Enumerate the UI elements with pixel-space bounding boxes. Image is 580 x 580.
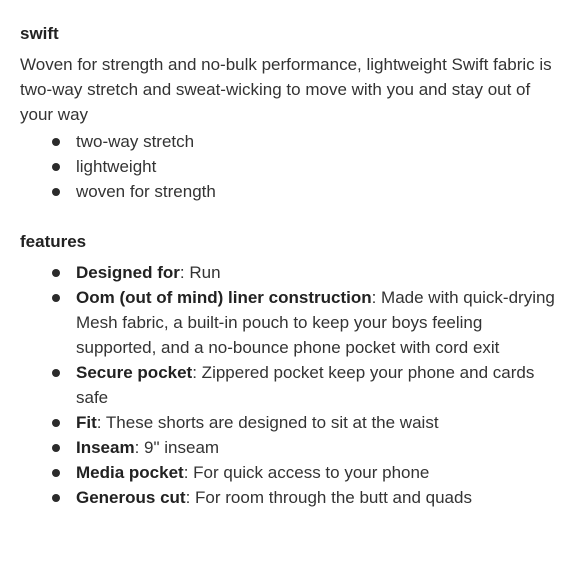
feature-term: Secure pocket <box>76 363 193 382</box>
feature-text: : Made with quick-drying Mesh fabric, a built-in pouch to keep your boys feeling supported, and a no-bounce phone pocket with cord exit <box>76 288 555 357</box>
feature-text: : 9" inseam <box>134 438 220 457</box>
feature-term: Oom (out of mind) liner construction <box>76 288 372 307</box>
feature-text: : For quick access to your phone <box>183 463 430 482</box>
list-item: woven for strength <box>76 179 556 204</box>
feature-item-secure-pocket <box>76 360 556 410</box>
swift-heading: swift <box>20 24 59 43</box>
feature-term: Inseam <box>76 438 135 457</box>
features-section <box>20 230 556 510</box>
feature-term: Media pocket <box>76 463 184 482</box>
feature-item-liner <box>76 285 556 360</box>
feature-item-designed-for <box>76 260 556 285</box>
feature-text: : Zippered pocket keep your phone and cards safe <box>76 363 535 407</box>
features-heading: features <box>20 232 87 251</box>
feature-text: : These shorts are designed to sit at the waist <box>96 413 439 432</box>
swift-bullet-list <box>20 129 556 204</box>
swift-description: Woven for strength and no-bulk performance, lightweight Swift fabric is two-way stretch and sweat-wicking to move with you and stay out of your way <box>20 55 552 124</box>
features-list <box>20 260 556 510</box>
swift-section <box>20 22 556 204</box>
feature-text: : For room through the butt and quads <box>185 488 472 507</box>
feature-item-media-pocket <box>76 460 556 485</box>
feature-term: Fit <box>76 413 97 432</box>
list-item: two-way stretch <box>76 129 556 154</box>
section-spacer <box>20 204 556 230</box>
feature-term: Designed for <box>76 263 180 282</box>
list-item: lightweight <box>76 154 556 179</box>
feature-item-inseam <box>76 435 556 460</box>
feature-item-fit <box>76 410 556 435</box>
feature-text: : Run <box>179 263 221 282</box>
feature-term: Generous cut <box>76 488 186 507</box>
feature-item-generous-cut <box>76 485 556 510</box>
